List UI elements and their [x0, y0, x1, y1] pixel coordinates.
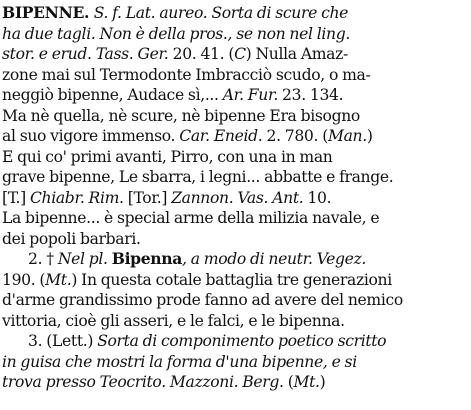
text-run: 20. 41. ( [168, 45, 235, 63]
text-run: S. f. Lat. aureo. Sorta di scure che [93, 4, 349, 22]
text-run: neggiò bipenne, Audace sì,... [2, 86, 223, 104]
text-run: vittoria, cioè gli asseri, e le falci, e le bipenna. [2, 311, 345, 330]
entry-line [2, 3, 468, 24]
entry-line [2, 106, 468, 127]
entry-line [2, 147, 468, 168]
text-run: 2. † [28, 250, 58, 268]
sense-line [2, 270, 468, 291]
text-run: BIPENNE. [2, 3, 94, 22]
text-run: ) [366, 127, 373, 145]
sense-line [2, 331, 468, 352]
text-run: 10. [303, 188, 332, 207]
text-run: , a modo di neutr. Vegez. [182, 250, 367, 268]
text-run: 3. (Lett.) [28, 332, 98, 350]
entry-main [2, 3, 468, 249]
text-run: zone mai sul Termodonte Imbracciò scudo, o ma- [2, 65, 371, 84]
sense-line [2, 311, 468, 332]
text-run: Ar. Fur. [222, 86, 278, 104]
sense-2 [2, 249, 468, 331]
entry-line [2, 188, 468, 209]
text-run: in guisa che mostri la forma d'una bipenne, e si [2, 352, 357, 371]
text-run: Chiabr. Rim. [29, 188, 124, 207]
sense-line [2, 372, 468, 393]
text-run: Zannon. Vas. Ant. [171, 188, 304, 207]
text-run: Mt. [45, 270, 72, 289]
text-run: 190. ( [2, 270, 46, 289]
text-run: dei popoli barbari. [2, 229, 141, 248]
entry-line [2, 126, 468, 147]
text-run: 2. 780. ( [262, 127, 328, 145]
text-run: Man. [327, 127, 367, 145]
text-run: ) [319, 373, 326, 391]
text-run: ) Nulla Amaz- [245, 45, 348, 63]
entry-line [2, 44, 468, 65]
entry-line [2, 24, 468, 45]
text-run: 23. 134. [277, 86, 344, 104]
entry-line [2, 229, 468, 250]
text-run: [T.] [2, 188, 30, 207]
text-run: Ma nè quella, nè scure, nè bipenne Era bisogno [2, 106, 360, 125]
text-run: C [234, 45, 246, 63]
text-run: al suo vigore immenso. [2, 127, 180, 145]
text-run: Mt. [293, 373, 320, 391]
text-run: d'arme grandissimo prode fanno ad avere del nemico [2, 291, 403, 309]
entry-line [2, 85, 468, 106]
text-run: ( [283, 373, 294, 391]
entry-line [2, 167, 468, 188]
sense-line [2, 290, 468, 311]
text-run: Bipenna [111, 249, 183, 268]
sense-line [2, 352, 468, 373]
text-run: grave bipenne, Le sbarra, i legni... abbatte e frange. [2, 168, 394, 186]
text-run: trova presso Teocrito. Mazzoni. Berg. [2, 373, 284, 391]
dictionary-entry [2, 3, 468, 393]
text-run: E qui co' primi avanti, Pirro, con una in man [2, 147, 333, 166]
text-run: [Tor.] [123, 188, 172, 207]
entry-line [2, 208, 468, 229]
sense-line [2, 249, 468, 270]
text-run: stor. e erud. Tass. Ger. [2, 45, 169, 63]
text-run: ha due tagli. Non è della pros., se non nel ling. [2, 24, 350, 43]
entry-line [2, 65, 468, 86]
sense-3 [2, 331, 468, 393]
text-run: La bipenne... è special arme della milizia navale, e [2, 209, 380, 227]
text-run: ) In questa cotale battaglia tre generazioni [71, 270, 392, 289]
text-run: Car. Eneid. [179, 127, 263, 145]
text-run: Sorta di componimento poetico scritto [97, 332, 387, 350]
text-run: Nel pl. [57, 250, 112, 268]
